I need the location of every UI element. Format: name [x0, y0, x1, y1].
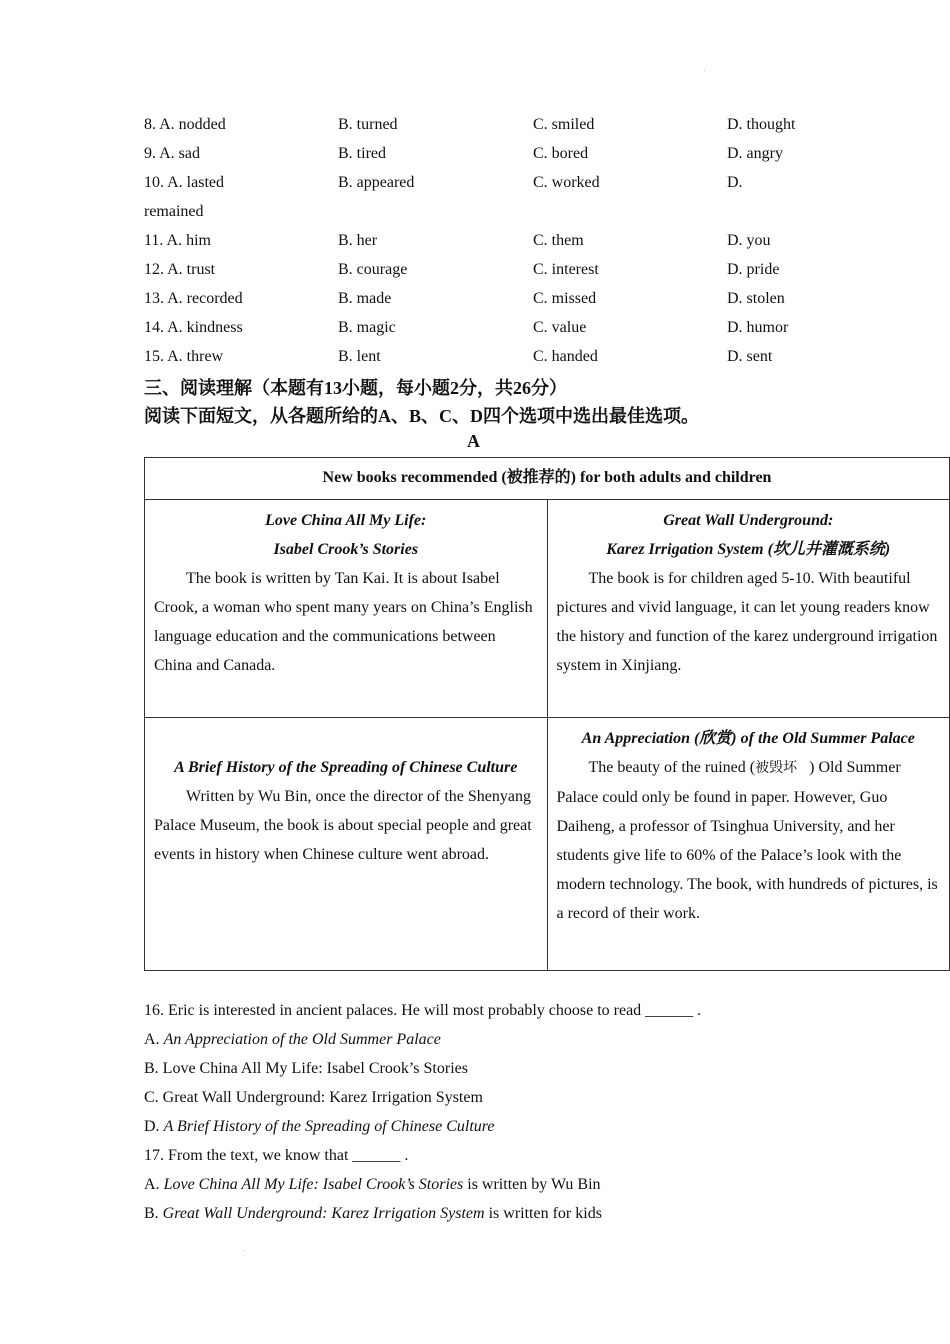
choice-b: B. appeared: [338, 174, 415, 191]
question-option[interactable]: D. A Brief History of the Spreading of Chinese Culture: [144, 1118, 495, 1135]
choice-d: D.: [727, 174, 743, 191]
question-stem: 16. Eric is interested in ancient palaces. He will most probably choose to read ______ .: [144, 1002, 702, 1019]
choice-c: C. them: [533, 232, 584, 249]
choice-c: C. handed: [533, 348, 598, 365]
question-option[interactable]: A. An Appreciation of the Old Summer Palace: [144, 1031, 441, 1048]
choice-a: 12. A. trust: [144, 261, 216, 278]
choice-d: D. you: [727, 232, 771, 249]
choice-c: C. smiled: [533, 116, 595, 133]
choice-a: 10. A. lasted: [144, 174, 224, 191]
scan-speck: [704, 70, 705, 71]
section-instruction: 阅读下面短文，从各题所给的A、B、C、D四个选项中选出最佳选项。: [144, 406, 700, 427]
question-option[interactable]: B. Love China All My Life: Isabel Crook’s Stories: [144, 1060, 468, 1077]
choice-c: C. value: [533, 319, 587, 336]
choice-b: B. lent: [338, 348, 381, 365]
choice-b: B. tired: [338, 145, 386, 162]
passage-label: A: [467, 431, 480, 451]
choice-a: 15. A. threw: [144, 348, 224, 365]
choice-b: B. magic: [338, 319, 396, 336]
book-title: Karez Irrigation System (坎儿井灌溉系统): [606, 541, 891, 558]
choice-b: B. made: [338, 290, 392, 307]
choice-d: D. stolen: [727, 290, 785, 307]
choice-a: 8. A. nodded: [144, 116, 226, 133]
book-description: The beauty of the ruined (被毁坏 ) Old Summer Palace could only be found in paper. However, Guo Daiheng, a professor of Tsinghua University, and her students give life to 60% of the Palace’s look with the modern technology. The book, with hundreds of pictures, is a record of their work.: [556, 759, 938, 922]
book-title: An Appreciation (欣赏) of the Old Summer Palace: [581, 730, 915, 747]
book-title: A Brief History of the Spreading of Chinese Culture: [174, 759, 518, 776]
choice-a: 13. A. recorded: [144, 290, 243, 307]
question-option[interactable]: B. Great Wall Underground: Karez Irrigation System is written for kids: [144, 1205, 602, 1222]
book-title: Love China All My Life:: [265, 512, 427, 529]
question-stem: 17. From the text, we know that ______ .: [144, 1147, 409, 1164]
section-heading: 三、阅读理解（本题有13小题，每小题2分，共26分）: [144, 378, 567, 399]
choice-d: D. thought: [727, 116, 796, 133]
choice-c: C. worked: [533, 174, 600, 191]
choice-b: B. courage: [338, 261, 408, 278]
book-title: Isabel Crook’s Stories: [273, 541, 419, 558]
book-cell: [145, 718, 548, 971]
choice-a: 11. A. him: [144, 232, 211, 249]
book-cell: [547, 500, 950, 718]
choice-c: C. bored: [533, 145, 589, 162]
book-cell: [547, 718, 950, 971]
choice-b: B. turned: [338, 116, 398, 133]
book-description: The book is for children aged 5-10. With beautiful pictures and vivid language, it can let young readers know the history and function of the karez underground irrigation system in Xinjiang.: [556, 570, 938, 674]
choice-c: C. interest: [533, 261, 599, 278]
choice-b: B. her: [338, 232, 378, 249]
question-option[interactable]: A. Love China All My Life: Isabel Crook’s Stories is written by Wu Bin: [144, 1176, 601, 1193]
scan-speck: [243, 1250, 244, 1251]
choice-c: C. missed: [533, 290, 597, 307]
choice-d: D. pride: [727, 261, 780, 278]
choice-a: 9. A. sad: [144, 145, 201, 162]
choice-d-continuation: remained: [144, 203, 204, 220]
choice-d: D. sent: [727, 348, 773, 365]
choice-d: D. humor: [727, 319, 789, 336]
table-header: New books recommended (被推荐的) for both adults and children: [145, 458, 950, 500]
question-option[interactable]: C. Great Wall Underground: Karez Irrigation System: [144, 1089, 483, 1106]
choice-d: D. angry: [727, 145, 783, 162]
book-cell: [145, 500, 548, 718]
book-title: Great Wall Underground:: [663, 512, 834, 529]
choice-a: 14. A. kindness: [144, 319, 243, 336]
book-description: Written by Wu Bin, once the director of the Shenyang Palace Museum, the book is about special people and great events in history when Chinese culture went abroad.: [154, 788, 532, 863]
book-description: The book is written by Tan Kai. It is about Isabel Crook, a woman who spent many years on China’s English language education and the communications between China and Canada.: [154, 570, 533, 674]
book-table: [144, 457, 950, 971]
